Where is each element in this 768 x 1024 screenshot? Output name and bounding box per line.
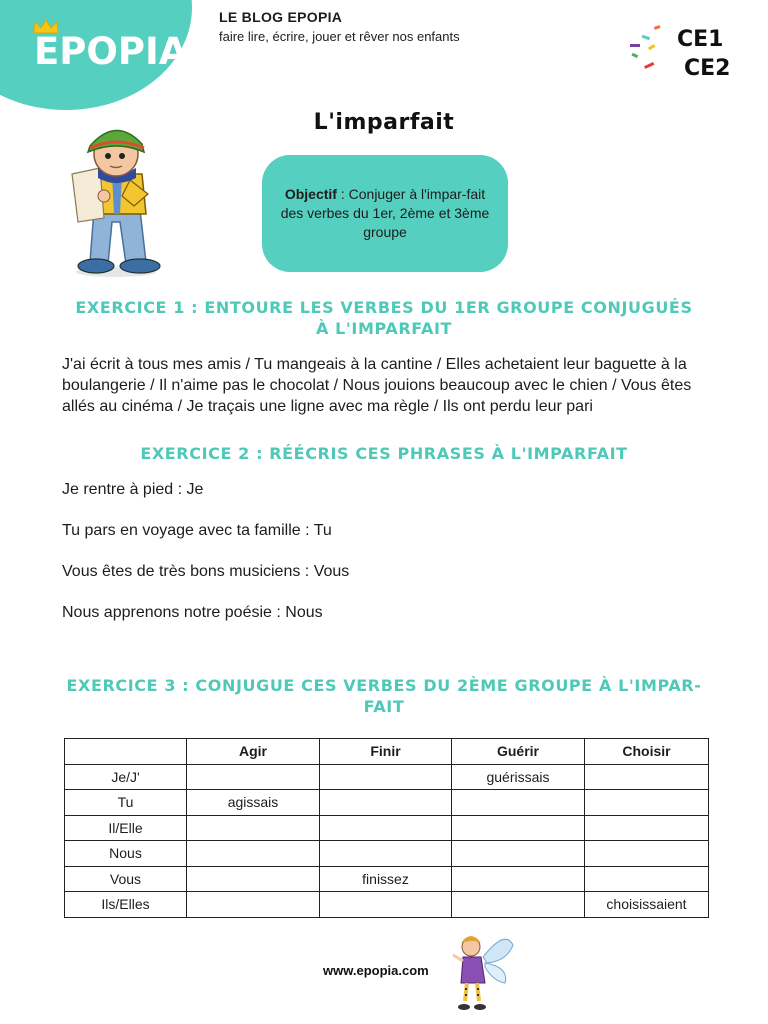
pronoun-cell: Il/Elle [65, 815, 187, 841]
table-header-cell: Finir [320, 739, 452, 765]
answer-cell[interactable] [585, 841, 709, 867]
exercise2-sentence: Vous êtes de très bons musiciens : Vous [62, 563, 350, 580]
objective-box [262, 155, 508, 272]
table-header-cell [65, 739, 187, 765]
table-row [65, 892, 709, 918]
answer-cell[interactable] [452, 866, 585, 892]
answer-cell[interactable] [452, 790, 585, 816]
exercise2-sentence: Nous apprenons notre poésie : Nous [62, 604, 323, 621]
answer-cell[interactable] [585, 815, 709, 841]
answer-cell[interactable] [452, 815, 585, 841]
answer-cell[interactable] [187, 892, 320, 918]
answer-cell[interactable] [187, 841, 320, 867]
exercise3-title-line1: EXERCICE 3 : CONJUGUE CES VERBES DU 2ÈME GROUPE À L'IMPAR- [66, 676, 702, 695]
answer-cell[interactable] [187, 815, 320, 841]
table-row [65, 815, 709, 841]
table-header-cell: Choisir [585, 739, 709, 765]
answer-cell[interactable] [320, 764, 452, 790]
table-row [65, 764, 709, 790]
confetti-icon [628, 24, 668, 74]
boy-reading-illustration [60, 122, 170, 278]
table-row [65, 866, 709, 892]
answer-cell[interactable] [585, 764, 709, 790]
exercise1-text: J'ai écrit à tous mes amis / Tu mangeais à la cantine / Elles achetaient leur baguette à la boulangerie / Il n'aime pas le chocolat / Nous jouions beaucoup avec le chien / Vous êtes allés au cinéma / Je traçais une ligne avec ma règle / Ils ont perdu leur pari [62, 356, 692, 415]
objective-text: : Conjuger à l'impar-fait des verbes du 1er, 2ème et 3ème groupe [280, 186, 490, 240]
exercise2-sentence: Je rentre à pied : Je [62, 481, 204, 498]
table-header-row [65, 739, 709, 765]
exercise2-title: EXERCICE 2 : RÉÉCRIS CES PHRASES À L'IMPARFAIT [140, 444, 628, 463]
answer-cell[interactable] [320, 892, 452, 918]
conjugation-table [64, 738, 709, 918]
exercise1-title-line1: EXERCICE 1 : ENTOURE LES VERBES DU 1ER GROUPE CONJUGUÉS [75, 298, 693, 317]
level-ce1: CE1 [677, 27, 724, 52]
pronoun-cell: Ils/Elles [65, 892, 187, 918]
footer-url-link[interactable]: www.epopia.com [323, 963, 429, 978]
level-ce2: CE2 [684, 56, 731, 81]
answer-cell[interactable] [585, 866, 709, 892]
pronoun-cell: Vous [65, 866, 187, 892]
answer-cell[interactable]: choisissaient [585, 892, 709, 918]
table-header-cell: Agir [187, 739, 320, 765]
fairy-illustration [447, 927, 517, 1015]
exercise1-title-line2: À L'IMPARFAIT [315, 319, 453, 338]
answer-cell[interactable] [187, 866, 320, 892]
blog-subtitle: faire lire, écrire, jouer et rêver nos enfants [219, 29, 460, 44]
exercise1-title [40, 297, 728, 339]
answer-cell[interactable] [320, 841, 452, 867]
blog-title: LE BLOG EPOPIA [219, 9, 343, 25]
answer-cell[interactable]: guérissais [452, 764, 585, 790]
pronoun-cell: Tu [65, 790, 187, 816]
answer-cell[interactable]: agissais [187, 790, 320, 816]
table-header-cell: Guérir [452, 739, 585, 765]
answer-cell[interactable]: finissez [320, 866, 452, 892]
exercise3-title-line2: FAIT [363, 697, 405, 716]
table-row [65, 790, 709, 816]
exercise2-sentence: Tu pars en voyage avec ta famille : Tu [62, 522, 332, 539]
table-row [65, 841, 709, 867]
pronoun-cell: Je/J' [65, 764, 187, 790]
answer-cell[interactable] [320, 790, 452, 816]
epopia-logo[interactable]: EPOPIA [34, 30, 188, 73]
exercise3-title [40, 675, 728, 717]
answer-cell[interactable] [320, 815, 452, 841]
answer-cell[interactable] [585, 790, 709, 816]
objective-label: Objectif [284, 186, 337, 202]
answer-cell[interactable] [187, 764, 320, 790]
answer-cell[interactable] [452, 841, 585, 867]
answer-cell[interactable] [452, 892, 585, 918]
pronoun-cell: Nous [65, 841, 187, 867]
page-title: L'imparfait [313, 110, 455, 135]
